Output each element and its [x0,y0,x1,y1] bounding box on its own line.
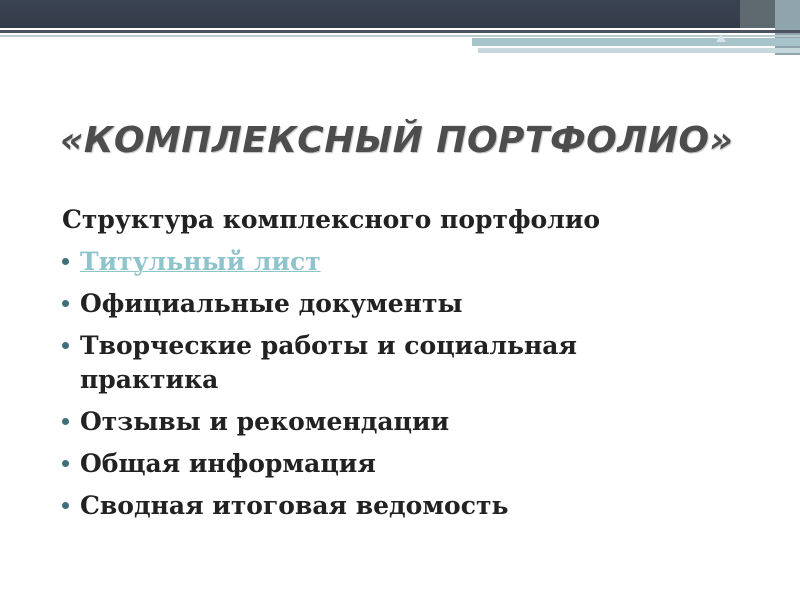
slide-title: «КОМПЛЕКСНЫЙ ПОРТФОЛИО» [60,120,734,161]
bullet-icon [62,342,69,349]
banner-stripe [0,35,800,37]
list-item [62,287,762,321]
slide-body [62,203,762,531]
list-item[interactable] [62,245,762,279]
list-item [62,329,762,397]
banner-stripe [0,30,800,33]
bullet-icon [62,300,69,307]
bullet-icon [62,502,69,509]
bullet-icon [62,418,69,425]
top-banner [0,0,800,28]
list-item-label: Отзывы и рекомендации [80,407,450,436]
list-item [62,447,762,481]
bullet-list [62,245,762,523]
list-item [62,489,762,523]
list-item [62,405,762,439]
list-item-label: Творческие работы и социальная практика [80,331,577,394]
list-item-label: Сводная итоговая ведомость [80,491,509,520]
bullet-icon [62,258,69,265]
bullet-icon [62,460,69,467]
title-page-link[interactable]: Титульный лист [80,247,321,276]
list-item-label: Общая информация [80,449,376,478]
list-item-label: Официальные документы [80,289,463,318]
banner-block [478,48,800,53]
banner-accent-light [775,0,800,55]
banner-block [472,38,800,46]
slide-subtitle: Структура комплексного портфолио [62,205,601,234]
triangle-icon [716,34,726,42]
